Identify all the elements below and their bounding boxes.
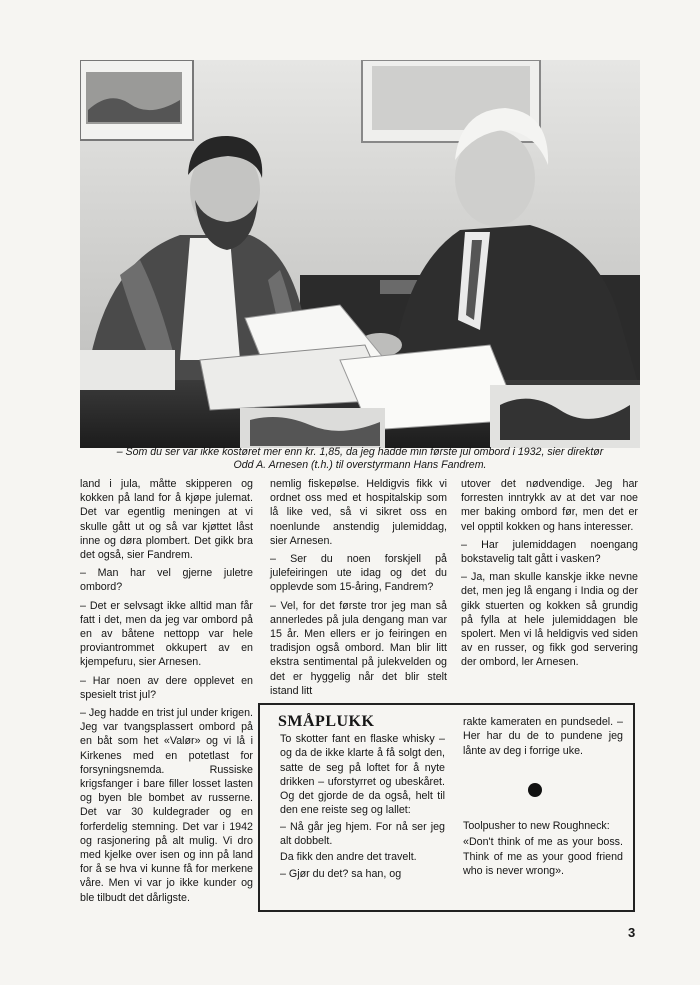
joke-paragraph: Toolpusher to new Roughneck: [463,820,610,832]
box-right-column [463,715,623,877]
paragraph: – Har julemiddagen noengang bokstavelig talt gått i vasken? [461,538,638,566]
photo-caption [80,446,640,472]
paragraph: – Vel, for det første tror jeg man så annerledes på jula dengang man var 15 år. Men ellers er jo feiringen en tradisjon også ombord. Man blir litt ekstra sentimental på julekvelden og det er hyggelig når det blir stelt istand litt [270,599,447,697]
paragraph: – Det er selvsagt ikke alltid man får fatt i det, men da jeg var ombord på en av båtene nettopp var hele proviantrommet okkupert av en kjempefuru, sier Arnesen. [80,599,253,669]
smaplukk-box [258,703,635,912]
paragraph: – Har noen av dere opplevet en spesielt trist jul? [80,674,253,701]
caption-line-1: – Som du ser var ikke kostøret mer enn kr. 1,85, da jeg hadde min første jul ombord i 1932, sier direktør [116,446,604,458]
paragraph: – Man har vel gjerne juletre ombord? [80,567,253,594]
paragraph: utover det nødvendige. Jeg har forresten inntrykk av at det var noe mer baking ombord før, men det er vel opptil kokken og hans interesser. [461,478,638,533]
article-column-2 [270,477,447,702]
joke-paragraph: – Gjør du det? sa han, og [280,867,402,880]
paragraph: land i jula, måtte skipperen og kokken på land for å kjøpe julemat. Det var egentlig meningen at vi skulle gått ut og så var kjøttet låst inne og døra plombert. Det gikk bra det også, sier Fandrem. [80,478,253,562]
joke-paragraph: To skotter fant en flaske whisky – og da de ikke klarte å få solgt den, satte de seg på loftet for å nyte drikken – uforstyrret og ubeskåret. Og det gjorde de da også, helt til den ene reiste seg og lallet: [280,733,445,817]
joke-paragraph: «Don't think of me as your boss. Think of me as your good friend who is never wrong». [463,836,623,877]
joke-paragraph: – Nå går jeg hjem. For nå ser jeg alt dobbelt. [280,820,445,848]
joke-1 [280,732,445,883]
bullet-separator [528,783,542,797]
joke-1-continued: rakte kameraten en pundsedel. – Her har du de to pundene jeg lånte av deg i forrige uke. [463,716,623,757]
caption-line-2: Odd A. Arnesen (t.h.) til overstyrmann Hans Fandrem. [233,459,487,471]
paragraph: – Ser du noen forskjell på julefeiringen ute idag og det du opplevde som 15-åring, Fandrem? [270,553,447,594]
article-column-3 [461,477,638,674]
smaplukk-title: SMÅPLUKK [278,713,375,730]
article-column-1 [80,477,253,909]
page-number: 3 [628,925,636,940]
paragraph: – Ja, man skulle kanskje ikke nevne det, men jeg lå engang i India og der gikk stuerten og kokken så grundig på fylla at hele julemiddagen ble spolert. Men vi lå heldigvis ved siden av en russer, og fikk god servering der ombord, ler Arnesen. [461,571,638,669]
paragraph: – Jeg hadde en trist jul under krigen. Jeg var tvangsplassert ombord på en båt som het «Valør» og vi lå i Kirkenes med en potetlast for forsyningsnemda. Russiske krigsfanger i bare filler losset lasten og byen ble bombet av russerne. Det var 30 kuldegrader og en forferdelig stemning. Det var i 1942 og rasjonering på alt mulig. Vi dro med kjelke over isen og inn på land for å se hva vi kunne få for merkene våre. Men vi var jo ikke kunder og ble tilbudt det dårligste. [80,707,253,904]
joke-2 [463,819,623,880]
photo-two-men-at-desk [80,60,640,448]
paragraph: nemlig fiskepølse. Heldigvis fikk vi ordnet oss med et hospitalskip som lå like ved, så vi sikret oss en noenlunde anstendig julemiddag, sier Arnesen. [270,478,447,547]
joke-paragraph: Da fikk den andre det travelt. [280,851,417,864]
